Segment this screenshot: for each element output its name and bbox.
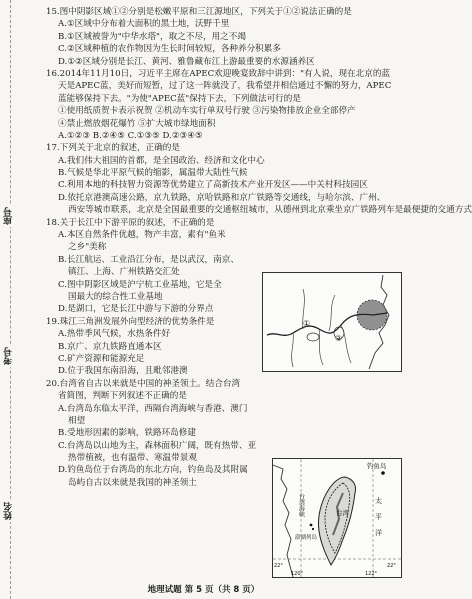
name-label: 姓名 bbox=[4, 502, 14, 520]
q17-option-c: C.利用本地的科技智力资源等优势建立了高新技术产业开发区——中关村科技园区 bbox=[58, 180, 368, 191]
q18-option-a-1: A.本区自然条件优越，物产丰富，素有"鱼米 bbox=[58, 230, 226, 241]
q20-option-d-1: D.钓鱼岛位于台湾岛的东北方向，钓鱼岛及其附属 bbox=[58, 465, 248, 476]
q18-option-b-2: 镇江、上海、广州铁路交汇处 bbox=[68, 267, 180, 278]
label-lon-120: 120° bbox=[291, 571, 304, 577]
lake-dongting bbox=[307, 333, 319, 341]
q20-option-a-2: 相望 bbox=[68, 415, 86, 426]
q19-option-b: B.京广、京九铁路直通本区 bbox=[58, 341, 162, 352]
diaoyu-island-dot bbox=[381, 471, 385, 475]
penghu-dot-2 bbox=[312, 528, 314, 530]
q15-option-d: D.①②区域分别是长江、黄河、雅鲁藏布江上游最重要的水源涵养区 bbox=[58, 56, 315, 67]
label-penghu: 澎湖列岛 bbox=[295, 535, 318, 541]
penghu-dot bbox=[310, 524, 313, 527]
q18-option-a-2: 之乡"美称 bbox=[68, 242, 107, 253]
q17-option-d-1: D.依托京港澳高速公路，京九铁路，京哈铁路和京广铁路等交通线，与哈尔滨、广州、 bbox=[58, 192, 386, 203]
label-pacific-3: 洋 bbox=[375, 529, 382, 537]
label-taiwan: 台湾 bbox=[336, 509, 349, 517]
label-diaoyu: 钓鱼岛 bbox=[367, 462, 387, 470]
q20-option-c-2: 热带植被，也有温带、寒温带景观 bbox=[68, 453, 197, 464]
map-marker-1: ① bbox=[303, 319, 311, 328]
q18-option-c-2: 国最大的综合性工业基地 bbox=[68, 291, 163, 302]
label-tropic-right: 22° bbox=[387, 563, 396, 569]
q19-option-c: C.矿产资源和能源充足 bbox=[58, 353, 145, 364]
q20-stem-1: 20.台湾省自古以来就是中国的神圣领土。结合台湾 bbox=[46, 378, 241, 389]
taiwan-map bbox=[272, 458, 402, 578]
page-footer: 地理试题 第 5 页（共 8 页） bbox=[147, 585, 260, 595]
q20-option-a-1: A.台湾岛东临太平洋，西隔台湾海峡与香港、澳门 bbox=[58, 403, 248, 414]
label-lon-122: 122° bbox=[365, 571, 378, 577]
q18-stem: 18.关于长江中下游平原的叙述，不正确的是 bbox=[46, 217, 215, 228]
exam-number-label: 考号 bbox=[4, 347, 14, 365]
q19-stem: 19.珠江三角洲发展外向型经济的优势条件是 bbox=[46, 316, 215, 327]
tributary-3 bbox=[341, 325, 351, 363]
q18-option-c-1: C.图中阴影区域是沪宁杭工业基地，它是全 bbox=[58, 279, 222, 290]
q16-statements-1: ①使用纸质贺卡表示祝贺 ②机动车实行单双号行驶 ③污染物排放企业全部停产 bbox=[58, 106, 356, 117]
q20-option-d-2: 岛屿自古以来就是我国的神圣领土 bbox=[68, 477, 197, 488]
q18-option-b-1: B.长江航运、工业沿江分布，是以武汉，南京、 bbox=[58, 254, 239, 265]
q15-stem: 15.图中阴影区域①②分别是松嫩平原和三江源地区，下列关于①②说法正确的是 bbox=[46, 7, 352, 17]
q20-stem-2: 省简图，判断下列叙述不正确的是 bbox=[58, 391, 187, 402]
q17-option-b: B.气候是华北平原气候的缩影，属温带大陆性气候 bbox=[58, 168, 248, 179]
map-marker-2: ② bbox=[335, 334, 343, 343]
q15-option-a: A.①区域中分布着大面积的黑土地，沃野千里 bbox=[58, 19, 230, 30]
tributary-2 bbox=[319, 329, 323, 365]
taiwan-island bbox=[318, 477, 355, 565]
q15-option-c: C.②区域种植的农作物因为生长时间较短，各种养分积累多 bbox=[58, 44, 281, 55]
label-pacific-1: 太 bbox=[375, 497, 382, 505]
q16-stem-3: 蓝能够保持下去。"为使"APEC蓝"保持下去，下列做法可行的是 bbox=[58, 93, 301, 104]
q17-option-a: A.我们伟大祖国的首都，是全国政治、经济和文化中心 bbox=[58, 155, 265, 166]
q20-option-b: B.受地形因素的影响，铁路环岛修建 bbox=[58, 428, 196, 439]
q15-option-b: B.①区域被誉为"中华水塔"，取之不尽，用之不竭 bbox=[58, 31, 246, 42]
yangtze-map bbox=[262, 272, 402, 372]
q16-stem-1: 16.2014年11月10日，习近平主席在APEC欢迎晚宴致辞中讲到："有人说，现在北京的蓝 bbox=[46, 68, 391, 79]
label-pacific-2: 平 bbox=[375, 513, 382, 521]
q17-option-d-2: 西安等城市联系，北京是全国最重要的交通枢纽城市，从德州到北京乘坐京广铁路列车是最便捷的交通方式 bbox=[68, 205, 472, 216]
tributary-5 bbox=[329, 295, 335, 331]
binding-margin bbox=[0, 0, 46, 599]
q17-stem: 17.下列关于北京的叙述，正确的是 bbox=[46, 143, 180, 154]
questions bbox=[46, 6, 472, 489]
yangtze-map-drawing bbox=[263, 273, 401, 371]
taiwan-map-drawing bbox=[273, 459, 401, 577]
q18-option-d: D.是湖口，它是长江中游与下游的分界点 bbox=[58, 304, 214, 315]
seat-label: 座号 bbox=[4, 207, 14, 225]
q16-options: A.①②③ B.②④⑤ C.①③⑤ D.②③④⑤ bbox=[58, 130, 203, 141]
q19-option-a: A.热带季风气候，水热条件好 bbox=[58, 329, 171, 340]
label-taiwan-strait: 台湾海峡 bbox=[297, 493, 305, 517]
q19-option-d: D.位于我国东南沿海，且毗邻港澳 bbox=[58, 366, 188, 377]
q16-stem-2: 天是APEC蓝，美好而短暂，过了这一阵就没了，我希望并相信通过不懈的努力，APEC bbox=[58, 81, 392, 92]
label-tropic-left: 22° bbox=[274, 563, 283, 569]
q16-statements-2: ④禁止燃放烟花爆竹 ⑤扩大城市绿地面积 bbox=[58, 118, 216, 129]
q20-option-c-1: C.台湾岛以山地为主，森林面积广阔，既有热带、亚 bbox=[58, 440, 257, 451]
tributary-1 bbox=[292, 333, 294, 367]
mainland-coast bbox=[273, 465, 293, 577]
